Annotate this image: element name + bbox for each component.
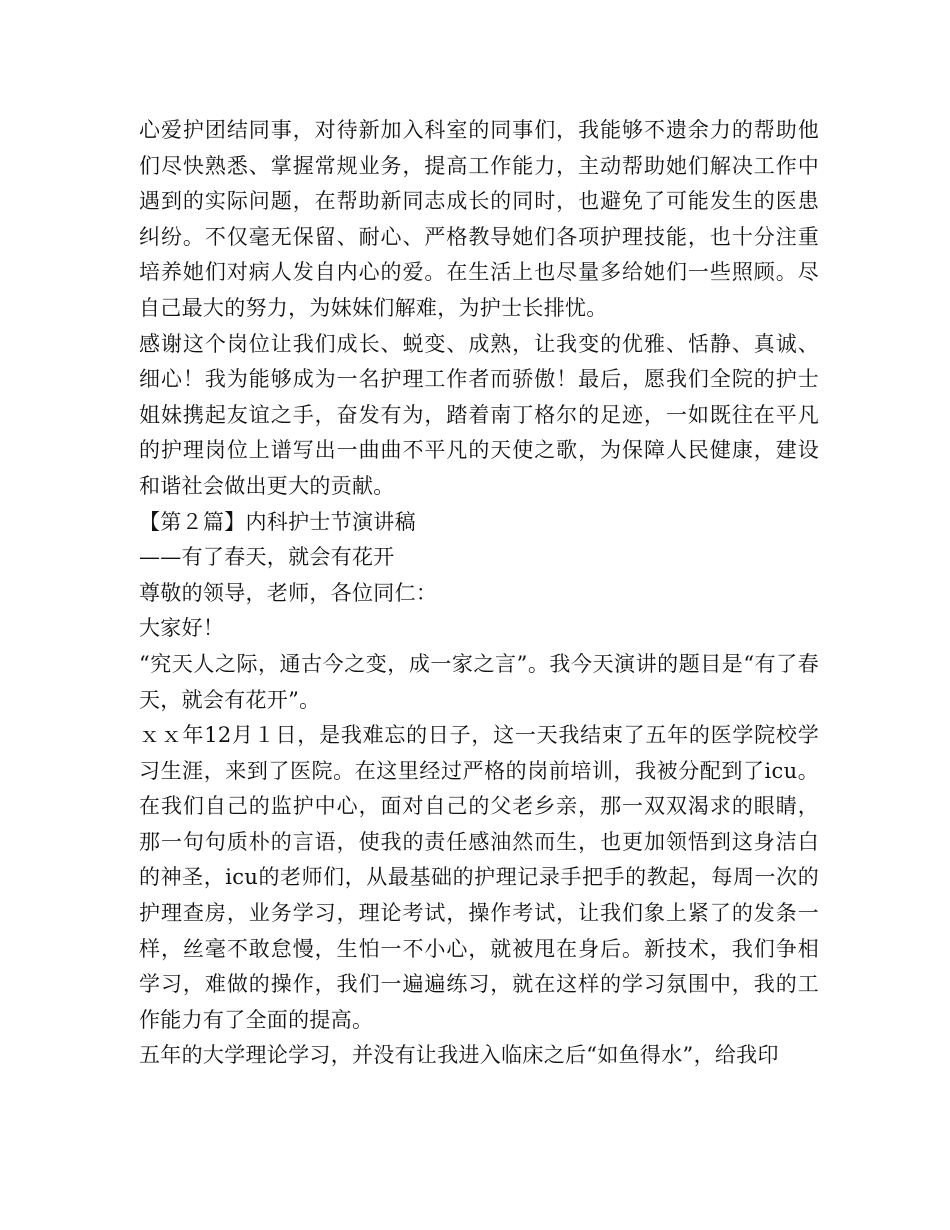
paragraph-gratitude: 感谢这个岗位让我们成长、蜕变、成熟，让我变的优雅、恬静、真诚、细心！我为能够成为一名护理工作者而骄傲！最后，愿我们全院的护士姐妹携起友谊之手，奋发有为，踏着南丁格尔的足迹，一如既往在平凡的护理岗位上谱写出一曲曲不平凡的天使之歌，为保障人民健康，建设和谐社会做出更大的贡献。 — [139, 331, 819, 498]
article-subtitle: ——有了春天，就会有花开 — [139, 545, 395, 570]
paragraph-icu: ｘｘ年12月１日，是我难忘的日子，这一天我结束了五年的医学院校学习生涯，来到了医院。在这里经过严格的岗前培训，我被分配到了icu。在我们自己的监护中心，面对自己的父老乡亲，那一双双渴求的眼睛，那一句句质朴的言语，使我的责任感油然而生，也更加领悟到这身洁白的神圣，icu的老师们，从最基础的护理记录手把手的教起，每周一次的护理查房，业务学习，理论考试，操作考试，让我们象上紧了的发条一样，丝毫不敢怠慢，生怕一不小心，就被甩在身后。新技术，我们争相学习，难做的操作，我们一遍遍练习，就在这样的学习氛围中，我的工作能力有了全面的提高。 — [139, 723, 819, 1032]
paragraph-quote: “究天人之际，通古今之变，成一家之言”。我今天演讲的题目是“有了春天，就会有花开”。 — [139, 651, 819, 712]
document-body — [139, 113, 819, 1074]
article-title: 【第２篇】内科护士节演讲稿 — [139, 509, 416, 534]
salutation: 尊敬的领导，老师，各位同仁： — [139, 580, 438, 605]
paragraph-colleagues: 心爱护团结同事，对待新加入科室的同事们，我能够不遗余力的帮助他们尽快熟悉、掌握常规业务，提高工作能力，主动帮助她们解决工作中遇到的实际问题，在帮助新同志成长的同时，也避免了可能发生的医患纠纷。不仅毫无保留、耐心、严格教导她们各项护理技能，也十分注重培养她们对病人发自内心的爱。在生活上也尽量多给她们一些照顾。尽自己最大的努力，为妹妹们解难，为护士长排忧。 — [139, 118, 819, 320]
greeting: 大家好！ — [139, 616, 225, 641]
paragraph-university: 五年的大学理论学习，并没有让我进入临床之后“如鱼得水”，给我印 — [139, 1043, 779, 1068]
